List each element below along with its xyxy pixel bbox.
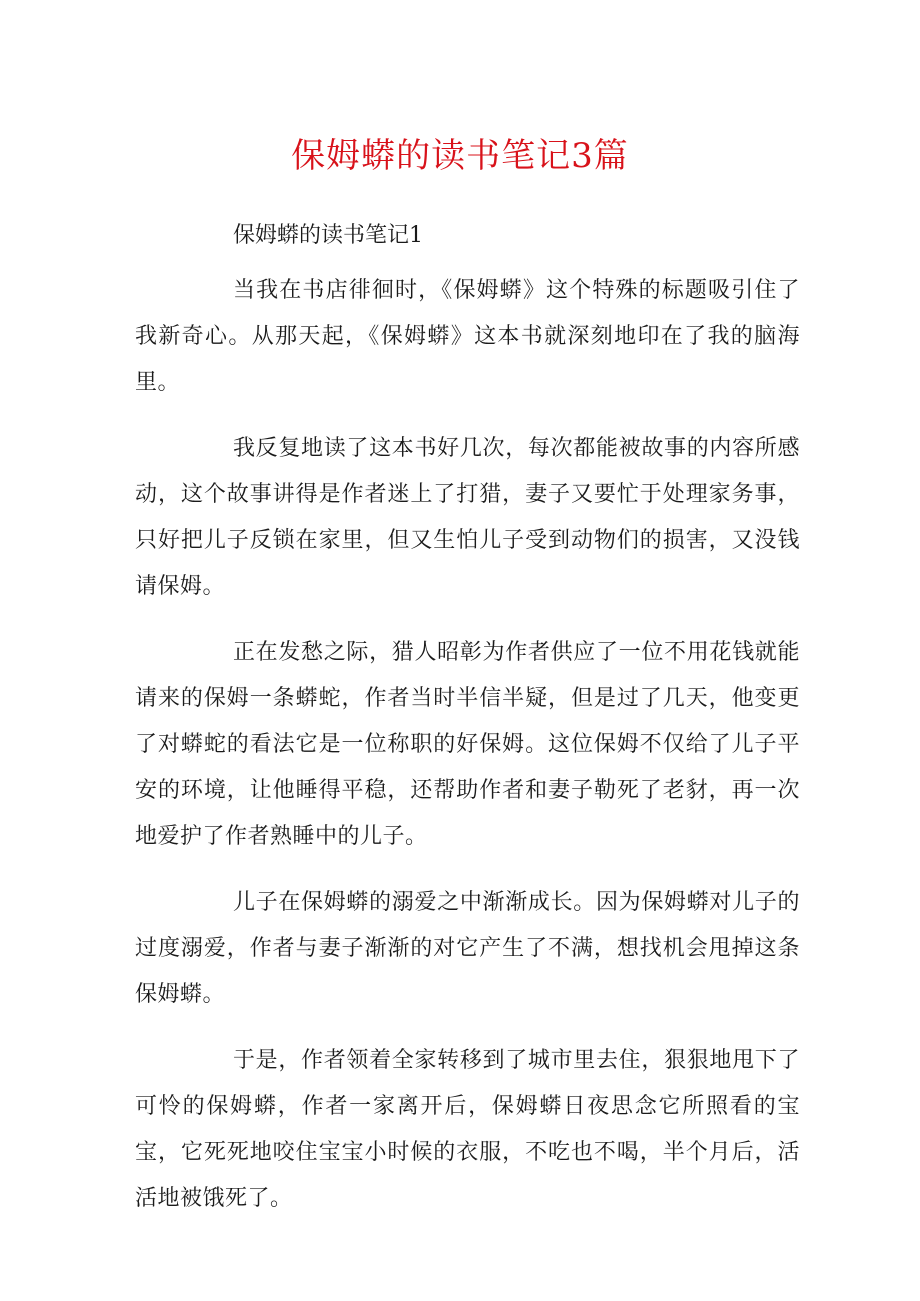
paragraph-4: 儿子在保姆蟒的溺爱之中渐渐成长。因为保姆蟒对儿子的过度溺爱，作者与妻子渐渐的对它产生了不满，想找机会甩掉这条保姆蟒。 [135,890,800,1007]
paragraph-1: 当我在书店徘徊时，《保姆蟒》这个特殊的标题吸引住了我新奇心。从那天起，《保姆蟒》这本书就深刻地印在了我的脑海里。 [135,278,800,395]
document-body [135,218,800,1222]
paragraph-5: 于是，作者领着全家转移到了城市里去住，狠狠地甩下了可怜的保姆蟒，作者一家离开后，保姆蟒日夜思念它所照看的宝宝，它死死地咬住宝宝小时候的衣服，不吃也不喝，半个月后，活活地被饿死了。 [135,1048,800,1211]
document-title: 保姆蟒的读书笔记3篇 [291,136,629,176]
paragraph-2: 我反复地读了这本书好几次，每次都能被故事的内容所感动，这个故事讲得是作者迷上了打猎，妻子又要忙于处理家务事，只好把儿子反锁在家里，但又生怕儿子受到动物们的损害，又没钱请保姆。 [135,436,800,599]
paragraph-3: 正在发愁之际，猎人昭彰为作者供应了一位不用花钱就能请来的保姆一条蟒蛇，作者当时半信半疑，但是过了几天，他变更了对蟒蛇的看法它是一位称职的好保姆。这位保姆不仅给了儿子平安的环境，让他睡得平稳，还帮助作者和妻子勒死了老豺，再一次地爱护了作者熟睡中的儿子。 [135,640,800,849]
section-heading: 保姆蟒的读书笔记1 [233,223,423,248]
